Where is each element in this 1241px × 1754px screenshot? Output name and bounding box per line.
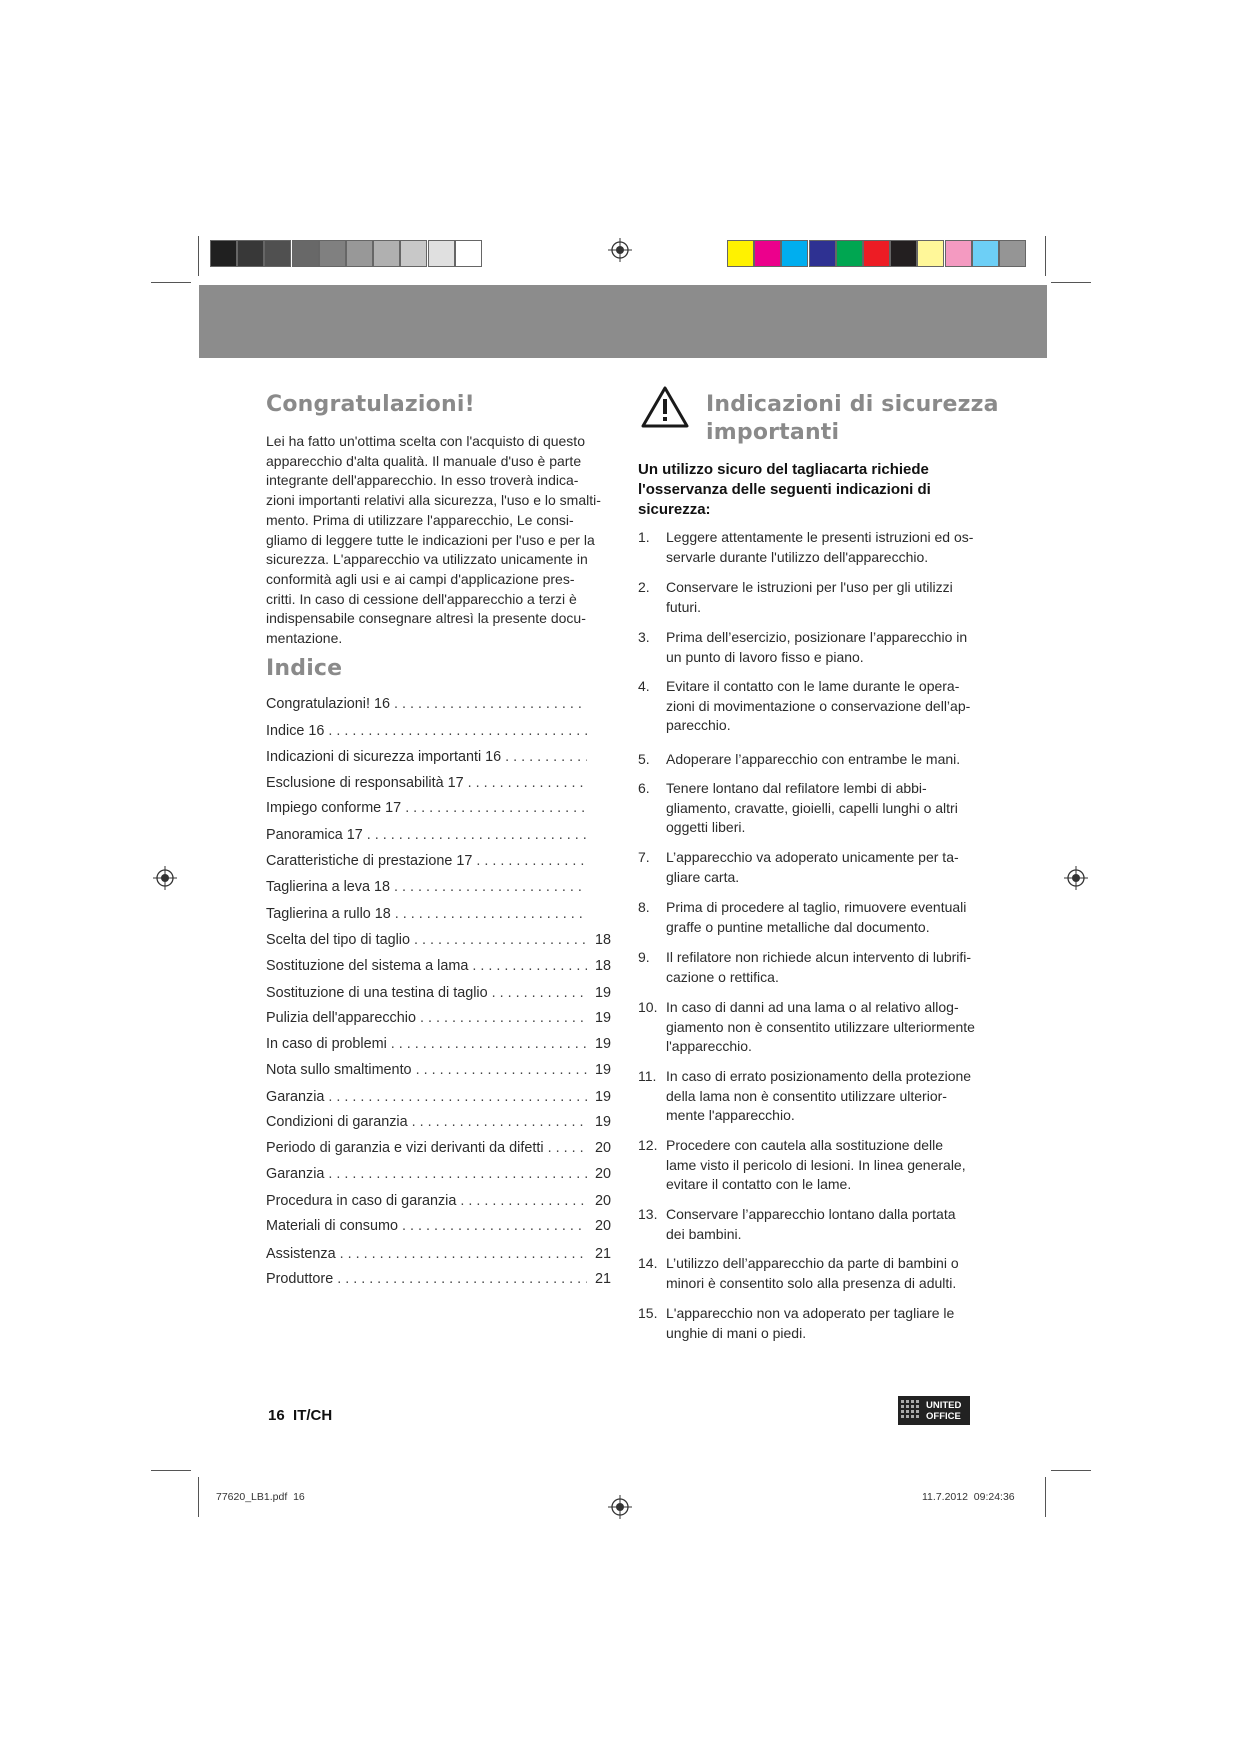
toc-entry-page: 19 bbox=[594, 985, 611, 1001]
toc-entry[interactable] bbox=[266, 850, 611, 872]
toc-leader-dots bbox=[468, 955, 587, 977]
safety-item bbox=[638, 1205, 983, 1244]
safety-item bbox=[638, 1067, 983, 1126]
toc-entry-title: Scelta del tipo di taglio bbox=[266, 932, 410, 948]
safety-lead-line: Un utilizzo sicuro del tagliacarta richiede bbox=[638, 461, 929, 478]
toc-entry-page: 19 bbox=[594, 1089, 611, 1105]
registration-mark-icon bbox=[608, 238, 632, 262]
safety-item-line: Procedere con cautela alla sostituzione delle bbox=[666, 1137, 944, 1153]
intro-line: conformità agli usi e ai campi d'applicazione pres- bbox=[266, 570, 575, 587]
safety-item-number: 8. bbox=[638, 899, 650, 915]
toc-entry[interactable] bbox=[266, 797, 611, 819]
page-number-value: 16 bbox=[268, 1407, 285, 1424]
toc-entry[interactable] bbox=[266, 1215, 611, 1237]
toc-leader-dots bbox=[390, 876, 587, 898]
crop-mark bbox=[1051, 1470, 1091, 1471]
safety-item-line: un punto di lavoro fisso e piano. bbox=[666, 648, 864, 665]
safety-item-line: servarle durante l'utilizzo dell'apparecchio. bbox=[666, 548, 929, 565]
color-swatch bbox=[890, 240, 917, 267]
toc-entry-title: Periodo di garanzia e vizi derivanti da difetti bbox=[266, 1140, 544, 1156]
gray-swatch bbox=[455, 240, 482, 267]
toc-entry-page: 20 bbox=[594, 1166, 611, 1182]
color-swatch bbox=[999, 240, 1026, 267]
toc-entry-page: 20 bbox=[594, 1140, 611, 1156]
toc-entry-page: 20 bbox=[594, 1193, 611, 1209]
safety-item-line: della lama non è consentito utilizzare ulterior- bbox=[666, 1087, 947, 1104]
safety-item-text bbox=[666, 628, 983, 667]
intro-line: mentazione. bbox=[266, 630, 343, 647]
registration-mark-icon bbox=[153, 866, 177, 890]
safety-item-line: In caso di errato posizionamento della protezione bbox=[666, 1068, 972, 1084]
safety-item-line: zioni di movimentazione o conservazione dell’ap- bbox=[666, 697, 971, 714]
toc-entry-title: Taglierina a leva 18 bbox=[266, 879, 390, 895]
safety-item-text bbox=[666, 750, 983, 770]
safety-item-number: 2. bbox=[638, 579, 650, 595]
toc-leader-dots bbox=[408, 1111, 587, 1133]
toc-leader-dots bbox=[324, 1086, 587, 1108]
congratulations-heading: Congratulazioni! bbox=[266, 392, 475, 417]
crop-mark bbox=[1051, 282, 1091, 283]
safety-item-line: minori è consentito solo alla presenza di adulti. bbox=[666, 1274, 957, 1291]
toc-entry-page: 19 bbox=[594, 1036, 611, 1052]
registration-mark-icon bbox=[1064, 866, 1088, 890]
safety-item-line: futuri. bbox=[666, 598, 702, 615]
gray-swatch bbox=[210, 240, 237, 267]
toc-entry-title: In caso di problemi bbox=[266, 1036, 387, 1052]
safety-item-line: mente l'apparecchio. bbox=[666, 1107, 795, 1124]
safety-item bbox=[638, 677, 983, 736]
toc-entry[interactable] bbox=[266, 1243, 611, 1265]
page-number bbox=[268, 1407, 332, 1424]
safety-lead-text bbox=[638, 460, 978, 520]
safety-item bbox=[638, 750, 983, 770]
toc-entry-page bbox=[587, 850, 611, 872]
intro-paragraph bbox=[266, 432, 618, 649]
safety-item bbox=[638, 528, 983, 567]
print-file-name: 77620_LB1.pdf 16 bbox=[216, 1491, 305, 1503]
safety-item-line: Prima dell’esercizio, posizionare l’apparecchio in bbox=[666, 629, 968, 645]
toc-entry-title: Condizioni di garanzia bbox=[266, 1114, 408, 1130]
toc-entry[interactable] bbox=[266, 929, 611, 951]
toc-leader-dots bbox=[391, 903, 587, 925]
safety-item bbox=[638, 1254, 983, 1293]
gray-swatch bbox=[237, 240, 264, 267]
toc-entry-title: Garanzia bbox=[266, 1166, 325, 1182]
index-heading: Indice bbox=[266, 656, 343, 681]
safety-item-line: cazione o rettifica. bbox=[666, 968, 779, 985]
toc-entry-title: Nota sullo smaltimento bbox=[266, 1062, 412, 1078]
safety-item-line: L'apparecchio non va adoperato per tagliare le bbox=[666, 1305, 955, 1321]
safety-item-number: 11. bbox=[638, 1068, 657, 1084]
toc-entry-title: Materiali di consumo bbox=[266, 1218, 398, 1234]
toc-leader-dots bbox=[501, 746, 587, 768]
safety-item-number: 7. bbox=[638, 849, 650, 865]
safety-item-line: In caso di danni ad una lama o al relativo allog- bbox=[666, 999, 959, 1015]
safety-item-line: evitare il contatto con le lame. bbox=[666, 1176, 852, 1193]
color-swatch bbox=[836, 240, 863, 267]
safety-item-line: Evitare il contatto con le lame durante le opera- bbox=[666, 678, 960, 694]
color-swatch bbox=[754, 240, 781, 267]
safety-item bbox=[638, 1304, 983, 1343]
safety-item-text bbox=[666, 1254, 983, 1293]
safety-item-text bbox=[666, 1205, 983, 1244]
toc-entry-title: Panoramica 17 bbox=[266, 827, 363, 843]
intro-line: mento. Prima di utilizzare l'apparecchio, Le consi- bbox=[266, 511, 574, 528]
safety-item-line: Adoperare l’apparecchio con entrambe le mani. bbox=[666, 751, 961, 767]
crop-mark bbox=[1045, 1477, 1046, 1517]
gray-swatch bbox=[346, 240, 373, 267]
safety-item bbox=[638, 1136, 983, 1195]
toc-leader-dots bbox=[472, 850, 587, 872]
toc-entry[interactable] bbox=[266, 1059, 611, 1081]
toc-entry-title: Sostituzione di una testina di taglio bbox=[266, 985, 488, 1001]
intro-line: zioni importanti relativi alla sicurezza, l'uso e lo smalti- bbox=[266, 492, 601, 509]
toc-entry-title: Esclusione di responsabilità 17 bbox=[266, 775, 464, 791]
safety-item-line: Conservare le istruzioni per l'uso per gli utilizzi bbox=[666, 579, 953, 595]
toc-entry-page: 21 bbox=[594, 1246, 611, 1262]
safety-item-line: Leggere attentamente le presenti istruzioni ed os- bbox=[666, 529, 974, 545]
crop-mark bbox=[198, 236, 199, 276]
safety-item-text bbox=[666, 948, 983, 987]
toc-entry[interactable] bbox=[266, 903, 611, 925]
safety-item-line: dei bambini. bbox=[666, 1225, 742, 1242]
toc-entry-title: Procedura in caso di garanzia bbox=[266, 1193, 457, 1209]
toc-entry-page bbox=[587, 824, 611, 846]
toc-entry[interactable] bbox=[266, 693, 611, 715]
toc-entry-page: 20 bbox=[594, 1218, 611, 1234]
safety-item-number: 5. bbox=[638, 751, 650, 767]
toc-leader-dots bbox=[390, 693, 587, 715]
safety-item bbox=[638, 779, 983, 838]
registration-mark-icon bbox=[608, 1495, 632, 1519]
safety-item-line: parecchio. bbox=[666, 717, 731, 734]
toc-entry-page bbox=[587, 693, 611, 715]
toc-entry[interactable] bbox=[266, 1190, 611, 1212]
toc-entry[interactable] bbox=[266, 1111, 611, 1133]
color-swatch bbox=[917, 240, 944, 267]
safety-item-text bbox=[666, 1067, 983, 1126]
safety-item-line: Tenere lontano dal refilatore lembi di abbi- bbox=[666, 780, 927, 796]
safety-item-line: lame visto il pericolo di lesioni. In linea generale, bbox=[666, 1156, 966, 1173]
toc-leader-dots bbox=[363, 824, 587, 846]
safety-item-line: L’utilizzo dell’apparecchio da parte di bambini o bbox=[666, 1255, 959, 1271]
toc-leader-dots bbox=[488, 982, 587, 1004]
safety-item-number: 1. bbox=[638, 529, 650, 545]
toc-entry-page bbox=[587, 772, 611, 794]
toc-entry-title: Produttore bbox=[266, 1271, 334, 1287]
safety-item-number: 10. bbox=[638, 999, 658, 1015]
safety-item-line: Conservare l’apparecchio lontano dalla portata bbox=[666, 1206, 956, 1222]
page-locale: IT/CH bbox=[293, 1407, 333, 1424]
safety-heading-line1: Indicazioni di sicurezza bbox=[706, 392, 999, 417]
toc-entry-page: 19 bbox=[594, 1010, 611, 1026]
safety-item-text bbox=[666, 998, 983, 1057]
toc-entry-page bbox=[587, 746, 611, 768]
gray-swatch bbox=[319, 240, 346, 267]
toc-entry-title: Indicazioni di sicurezza importanti 16 bbox=[266, 749, 502, 765]
toc-entry[interactable] bbox=[266, 720, 611, 742]
crop-mark bbox=[151, 1470, 191, 1471]
safety-item-number: 15. bbox=[638, 1305, 658, 1321]
safety-item bbox=[638, 948, 983, 987]
toc-leader-dots bbox=[456, 1190, 587, 1212]
intro-line: critti. In caso di cessione dell'apparecchio a terzi è bbox=[266, 590, 577, 607]
safety-lead-line: sicurezza: bbox=[638, 501, 711, 518]
toc-entry[interactable] bbox=[266, 746, 611, 768]
toc-leader-dots bbox=[398, 1215, 587, 1237]
brand-line-2: OFFICE bbox=[926, 1410, 961, 1422]
safety-item-number: 14. bbox=[638, 1255, 658, 1271]
gray-swatch bbox=[428, 240, 455, 267]
toc-entry-page: 19 bbox=[594, 1062, 611, 1078]
color-swatch bbox=[727, 240, 754, 267]
toc-leader-dots bbox=[387, 1033, 587, 1055]
color-swatch bbox=[863, 240, 890, 267]
toc-entry-title: Assistenza bbox=[266, 1246, 336, 1262]
safety-item-line: unghie di mani o piedi. bbox=[666, 1324, 807, 1341]
print-timestamp: 11.7.2012 09:24:36 bbox=[922, 1491, 1015, 1503]
safety-item-line: Prima di procedere al taglio, rimuovere eventuali bbox=[666, 899, 967, 915]
toc-leader-dots bbox=[416, 1007, 587, 1029]
toc-entry-page bbox=[587, 903, 611, 925]
header-band bbox=[199, 285, 1047, 358]
safety-item bbox=[638, 578, 983, 617]
safety-item-text bbox=[666, 677, 983, 736]
intro-line: sicurezza. L'apparecchio va utilizzato unicamente in bbox=[266, 551, 588, 568]
safety-item-number: 4. bbox=[638, 678, 650, 694]
safety-item-text bbox=[666, 578, 983, 617]
safety-item bbox=[638, 628, 983, 667]
toc-entry-page bbox=[587, 876, 611, 898]
gray-swatch bbox=[264, 240, 291, 267]
toc-entry-page bbox=[587, 797, 611, 819]
safety-lead-line: l'osservanza delle seguenti indicazioni di bbox=[638, 481, 931, 498]
crop-mark bbox=[1045, 236, 1046, 276]
safety-item-line: gliare carta. bbox=[666, 868, 740, 885]
crop-mark bbox=[151, 282, 191, 283]
safety-item bbox=[638, 848, 983, 887]
toc-entry-title: Congratulazioni! 16 bbox=[266, 696, 390, 712]
toc-entry-title: Garanzia bbox=[266, 1089, 325, 1105]
intro-line: gliamo di leggere tutte le indicazioni per l'uso e per la bbox=[266, 531, 595, 548]
safety-item-text bbox=[666, 779, 983, 838]
color-swatch bbox=[972, 240, 999, 267]
brand-dots-icon bbox=[898, 1396, 926, 1425]
safety-item-number: 9. bbox=[638, 949, 650, 965]
toc-leader-dots bbox=[324, 720, 587, 742]
safety-item-line: giamento non è consentito utilizzare ulteriormente bbox=[666, 1018, 975, 1035]
safety-item-number: 6. bbox=[638, 780, 650, 796]
safety-item-line: gliamento, cravatte, gioielli, capelli lunghi o altri bbox=[666, 799, 958, 816]
safety-item-text bbox=[666, 1304, 983, 1343]
toc-entry[interactable] bbox=[266, 1007, 611, 1029]
gray-swatch bbox=[400, 240, 427, 267]
safety-item-line: l'apparecchio. bbox=[666, 1038, 752, 1055]
safety-item bbox=[638, 898, 983, 937]
toc-entry-page bbox=[587, 720, 611, 742]
safety-item-line: graffe o puntine metalliche dal documento. bbox=[666, 918, 930, 935]
safety-item-text bbox=[666, 528, 983, 567]
toc-entry[interactable] bbox=[266, 876, 611, 898]
safety-item-line: oggetti liberi. bbox=[666, 819, 746, 836]
toc-leader-dots bbox=[544, 1137, 587, 1159]
gray-swatch bbox=[373, 240, 400, 267]
toc-leader-dots bbox=[401, 797, 587, 819]
toc-entry[interactable] bbox=[266, 1086, 611, 1108]
safety-item-number: 13. bbox=[638, 1206, 658, 1222]
safety-item bbox=[638, 998, 983, 1057]
intro-line: Lei ha fatto un'ottima scelta con l'acquisto di questo bbox=[266, 433, 585, 449]
toc-entry-title: Pulizia dell'apparecchio bbox=[266, 1010, 416, 1026]
toc-entry[interactable] bbox=[266, 982, 611, 1004]
intro-line: apparecchio d'alta qualità. Il manuale d'uso è parte bbox=[266, 452, 582, 469]
toc-leader-dots bbox=[324, 1163, 587, 1185]
toc-entry-title: Caratteristiche di prestazione 17 bbox=[266, 853, 473, 869]
safety-item-number: 3. bbox=[638, 629, 650, 645]
brand-logo bbox=[898, 1396, 970, 1425]
toc-leader-dots bbox=[410, 929, 587, 951]
safety-item-number: 12. bbox=[638, 1137, 658, 1153]
brand-line-1: UNITED bbox=[926, 1399, 962, 1411]
toc-entry[interactable] bbox=[266, 1033, 611, 1055]
color-swatch bbox=[781, 240, 808, 267]
toc-entry-title: Impiego conforme 17 bbox=[266, 800, 402, 816]
toc-entry[interactable] bbox=[266, 955, 611, 977]
toc-entry-title: Indice 16 bbox=[266, 723, 325, 739]
toc-entry[interactable] bbox=[266, 1163, 611, 1185]
toc-leader-dots bbox=[412, 1059, 587, 1081]
toc-entry[interactable] bbox=[266, 824, 611, 846]
color-swatch bbox=[945, 240, 972, 267]
safety-item-text bbox=[666, 848, 983, 887]
toc-leader-dots bbox=[464, 772, 587, 794]
toc-entry-page: 21 bbox=[594, 1271, 611, 1287]
intro-line: integrante dell'apparecchio. In esso troverà indica- bbox=[266, 472, 579, 489]
safety-item-line: Il refilatore non richiede alcun intervento di lubrifi- bbox=[666, 949, 972, 965]
toc-entry-page: 19 bbox=[594, 1114, 611, 1130]
toc-entry[interactable] bbox=[266, 772, 611, 794]
color-swatch bbox=[809, 240, 836, 267]
safety-heading-line2: importanti bbox=[706, 420, 840, 445]
toc-entry-title: Taglierina a rullo 18 bbox=[266, 906, 391, 922]
crop-mark bbox=[198, 1477, 199, 1517]
safety-item-line: L’apparecchio va adoperato unicamente per ta- bbox=[666, 849, 959, 865]
warning-triangle-icon bbox=[640, 385, 690, 429]
safety-item-text bbox=[666, 898, 983, 937]
safety-heading bbox=[706, 391, 999, 447]
toc-entry-page: 18 bbox=[594, 932, 611, 948]
toc-entry[interactable] bbox=[266, 1137, 611, 1159]
intro-line: indispensabile consegnare altresì la presente docu- bbox=[266, 610, 586, 627]
toc-entry-page: 18 bbox=[594, 958, 611, 974]
toc-leader-dots bbox=[336, 1243, 587, 1265]
gray-swatch bbox=[292, 240, 319, 267]
toc-entry[interactable] bbox=[266, 1268, 611, 1290]
toc-leader-dots bbox=[333, 1268, 587, 1290]
safety-item-text bbox=[666, 1136, 983, 1195]
toc-entry-title: Sostituzione del sistema a lama bbox=[266, 958, 469, 974]
